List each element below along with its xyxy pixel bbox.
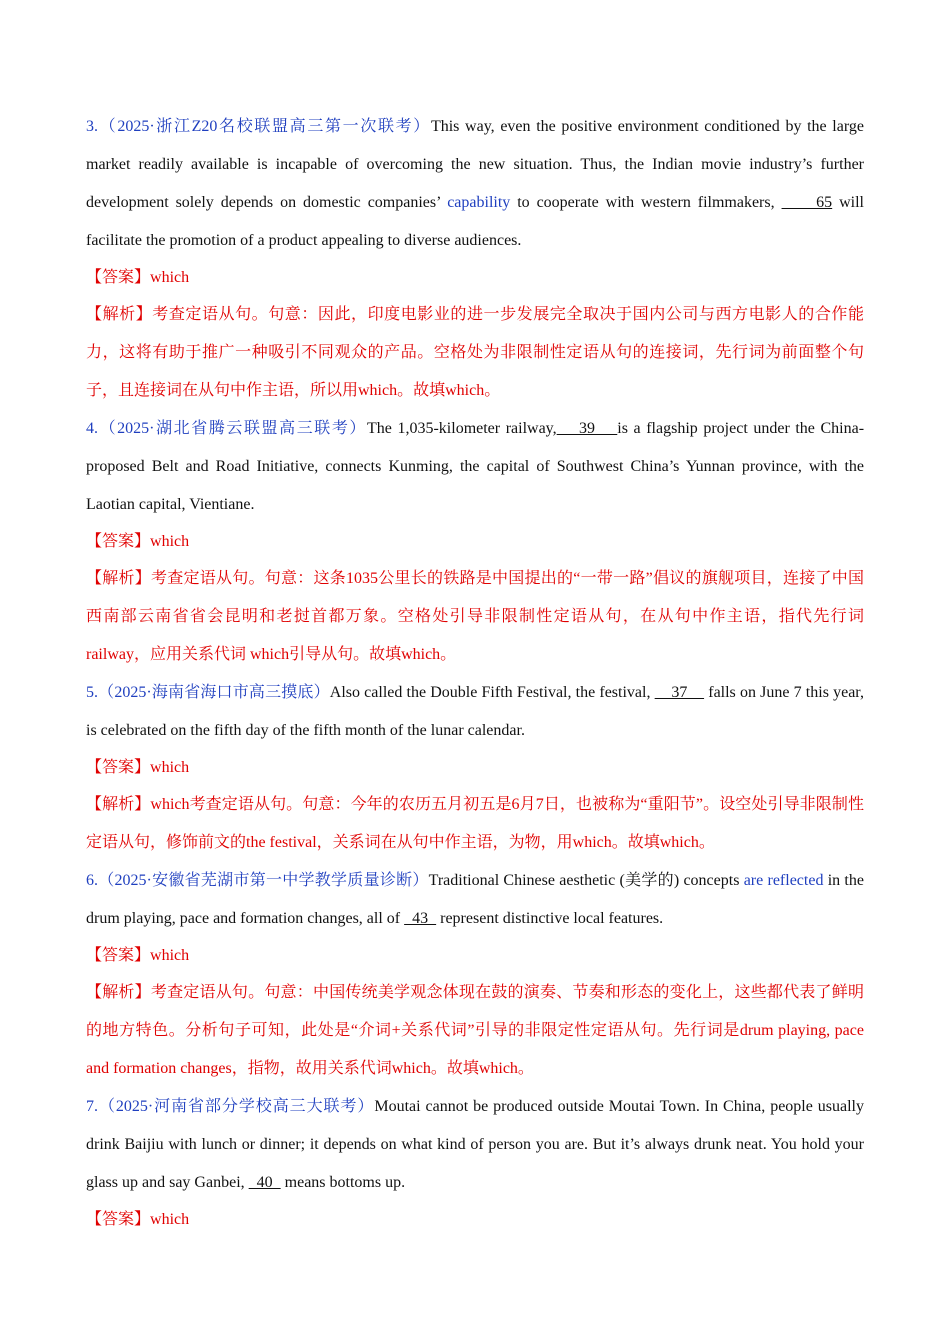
analysis-block (86, 296, 864, 410)
passage-text: means bottoms up. (280, 1174, 406, 1191)
passage-text: Traditional Chinese aesthetic (美学的) concepts (428, 872, 744, 889)
question-source: （2025·浙江Z20名校联盟高三第一次联考） (98, 118, 431, 135)
answer-label: 【答案】 (86, 1211, 151, 1228)
question-4 (86, 410, 864, 674)
document-page (86, 108, 864, 1238)
question-number: 3. (86, 118, 98, 135)
question-source: （2025·海南省海口市高三摸底） (98, 684, 330, 701)
answer-blank: 40 (248, 1174, 281, 1191)
analysis-label: 【解析】 (86, 306, 153, 323)
answer-value: which (150, 1211, 190, 1228)
question-source: （2025·河南省部分学校高三大联考） (98, 1098, 375, 1115)
highlighted-word: capability (447, 194, 511, 211)
answer-label: 【答案】 (86, 269, 151, 286)
answer-line (86, 260, 864, 296)
question-6 (86, 862, 864, 1088)
answer-label: 【答案】 (86, 947, 151, 964)
passage-text: The 1,035-kilometer railway, (367, 420, 557, 437)
analysis-text: which考查定语从句。句意：今年的农历五月初五是6月7日，也被称为“重阳节”。设空处引导非限制性定语从句，修饰前文的the festival，关系词在从句中作主语，为物，用which。故填which。 (86, 796, 864, 851)
question-number: 6. (86, 872, 98, 889)
analysis-block (86, 786, 864, 862)
highlighted-word: are reflected (743, 872, 824, 889)
answer-blank: 43 (404, 910, 437, 927)
analysis-text: 考查定语从句。句意：这条1035公里长的铁路是中国提出的“一带一路”倡议的旗舰项目，连接了中国西南部云南省省会昆明和老挝首都万象。空格处引导非限制性定语从句，在从句中作主语，指代先行词railway，应用关系代词 which引导从句。故填which。 (86, 570, 864, 663)
question-text (86, 674, 864, 750)
question-number: 4. (86, 420, 98, 437)
question-3 (86, 108, 864, 410)
answer-blank: 39 (556, 420, 618, 437)
question-source: （2025·安徽省芜湖市第一中学教学质量诊断） (98, 872, 429, 889)
analysis-block (86, 974, 864, 1088)
question-text (86, 108, 864, 260)
answer-blank: 37 (654, 684, 705, 701)
answer-value: which (150, 533, 190, 550)
question-5 (86, 674, 864, 862)
question-source: （2025·湖北省腾云联盟高三联考） (98, 420, 368, 437)
passage-text: represent distinctive local features. (436, 910, 664, 927)
answer-blank: 65 (781, 194, 833, 211)
question-number: 5. (86, 684, 98, 701)
passage-text: falls on June 7 this year, is celebrated on the fifth day of the fifth month of the lunar calendar. (86, 684, 864, 739)
question-7 (86, 1088, 864, 1238)
passage-text: Also called the Double Fifth Festival, the festival, (329, 684, 655, 701)
answer-line (86, 938, 864, 974)
passage-text: This way, even the positive environment conditioned by the large market readily available is incapable of overcoming the new situation. Thus, the Indian movie industry’s further development solely depends on domestic companies’ (86, 118, 864, 211)
analysis-block (86, 560, 864, 674)
answer-line (86, 524, 864, 560)
answer-line (86, 750, 864, 786)
analysis-text: 考查定语从句。句意：中国传统美学观念体现在鼓的演奏、节奏和形态的变化上，这些都代表了鲜明的地方特色。分析句子可知，此处是“介词+关系代词”引导的非限定性定语从句。先行词是drum playing, pace and formation changes，指物，故用关系代词which。故填which。 (86, 984, 864, 1077)
question-text (86, 1088, 864, 1202)
passage-text: is a flagship project under the China-proposed Belt and Road Initiative, connects Kunming, the capital of Southwest China’s Yunnan province, with the Laotian capital, Vientiane. (86, 420, 865, 513)
analysis-text: 考查定语从句。句意：因此，印度电影业的进一步发展完全取决于国内公司与西方电影人的合作能力，这将有助于推广一种吸引不同观众的产品。空格处为非限制性定语从句的连接词，先行词为前面整个句子，且连接词在从句中作主语，所以用which。故填which。 (86, 306, 864, 399)
passage-text: to cooperate with western filmmakers, (510, 194, 782, 211)
answer-label: 【答案】 (86, 759, 151, 776)
answer-line (86, 1202, 864, 1238)
passage-text: in the drum playing, pace and formation changes, all of (86, 872, 864, 927)
passage-text: will facilitate the promotion of a product appealing to diverse audiences. (86, 194, 865, 249)
question-text (86, 862, 864, 938)
answer-label: 【答案】 (86, 533, 151, 550)
analysis-label: 【解析】 (86, 796, 151, 813)
question-number: 7. (86, 1098, 98, 1115)
analysis-label: 【解析】 (86, 570, 152, 587)
answer-value: which (150, 759, 190, 776)
question-text (86, 410, 864, 524)
answer-value: which (150, 269, 190, 286)
answer-value: which (150, 947, 190, 964)
analysis-label: 【解析】 (86, 984, 151, 1001)
passage-text: Moutai cannot be produced outside Moutai Town. In China, people usually drink Baijiu with lunch or dinner; it depends on what kind of person you are. But it’s always drunk neat. You hold your glass up and say Ganbei, (86, 1098, 864, 1191)
